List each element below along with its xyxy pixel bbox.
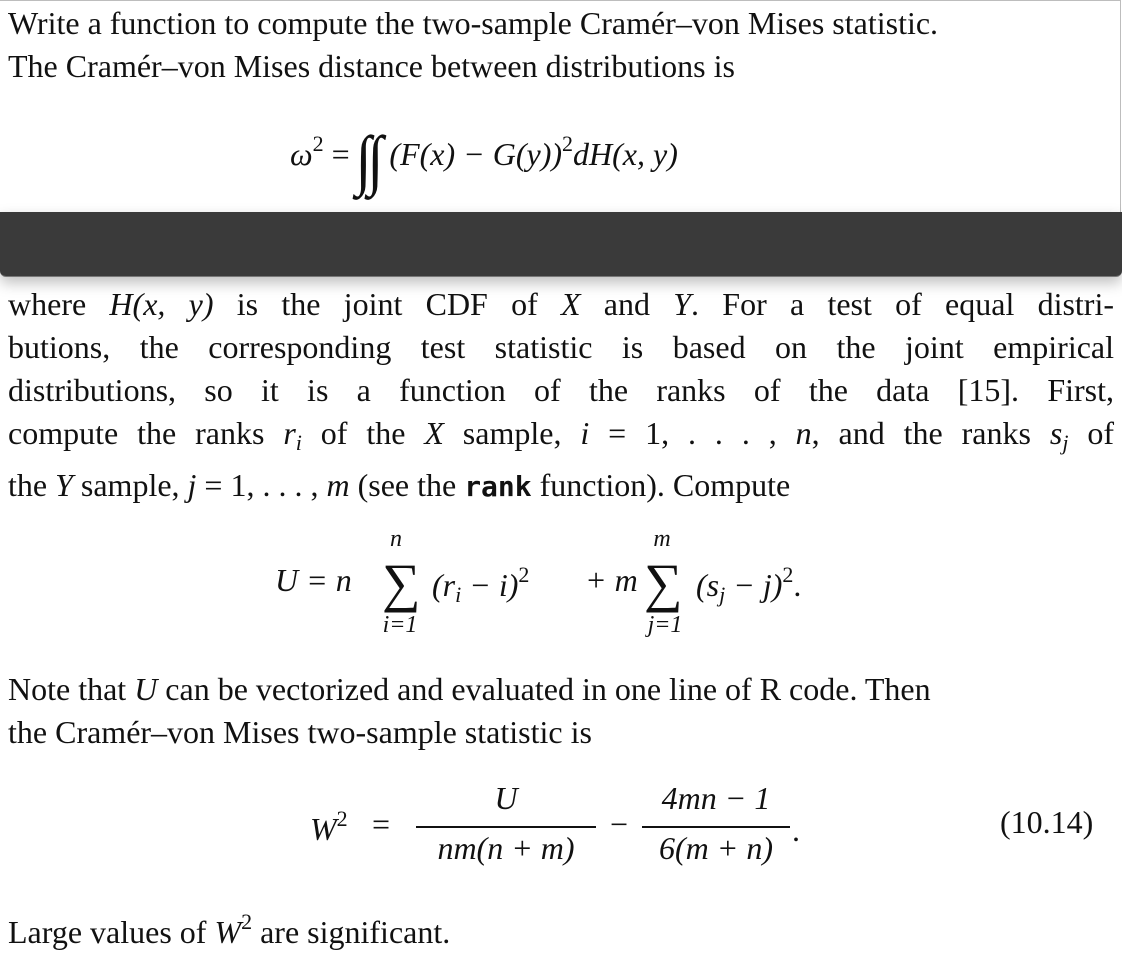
omega-integrand: (F(x) − G(y)) (389, 136, 563, 172)
para1-line-5: the Y sample, j = 1, . . . , m (see the rank function). Compute (8, 467, 791, 503)
w-lhs: $W^2$ (310, 806, 348, 847)
para1-line-4: compute the ranks $r_i$ of the X sample, i = 1, . . . , n, and the ranks $s_j$ of (8, 415, 1115, 455)
frac2-numerator: 4mn − 1 (661, 780, 771, 816)
omega-symbol: ω (290, 136, 313, 172)
sum1-sigma: ∑ (382, 553, 421, 613)
paragraph-ranks (8, 283, 1114, 508)
frac1-denominator: nm(n + m) (437, 830, 575, 866)
para2-line-2: the Cramér–von Mises two-sample statistic is (8, 714, 592, 750)
u-term-1: $(r_i - i)^2$ (432, 562, 530, 607)
paragraph-note (8, 668, 1114, 754)
sum2-lower: j=1 (647, 612, 683, 638)
w-minus: − (610, 806, 629, 842)
omega-exponent: 2 (312, 131, 324, 156)
para1-line-2: butions, the corresponding test statistic is based on the joint empirical (8, 329, 1114, 365)
equation-number: (10.14) (1000, 804, 1094, 840)
integral-sign-2: ∫ (367, 122, 384, 197)
para1-line-3: distributions, so it is a function of the ranks of the data [15]. First, (8, 372, 1114, 408)
para2-line-1: Note that U can be vectorized and evaluated in one line of R code. Then (8, 671, 931, 707)
omega-integrand-exponent: 2 (562, 131, 574, 156)
dark-overlay-bar (0, 212, 1122, 277)
u-plus-m: + m (585, 562, 638, 598)
para1-line-1: where H(x, y) is the joint CDF of X and Y. For a test of equal distri- (8, 286, 1115, 322)
sum2-upper: m (653, 526, 671, 552)
intro-line-1: Write a function to compute the two-sample Cramér–von Mises statistic. (8, 5, 939, 41)
frac2-line (642, 826, 790, 828)
u-lhs: U = n (275, 562, 352, 598)
rank-function-code: rank (464, 470, 532, 503)
omega-equals: = (331, 136, 350, 172)
w-equals: = (372, 806, 391, 842)
w-period: . (792, 812, 800, 848)
intro-text (8, 2, 1114, 88)
u-term-2: $(s_j - j)^2$. (696, 562, 802, 607)
frac2-denominator: 6(m + n) (658, 830, 773, 866)
frac1-numerator: U (494, 780, 518, 816)
sum1-lower: i=1 (382, 612, 418, 638)
omega-equation (290, 122, 678, 197)
sum2-sigma: ∑ (644, 553, 683, 613)
omega-measure: dH(x, y) (573, 136, 678, 172)
integral-sign-1: ∫ (355, 122, 372, 197)
frac1-line (416, 826, 596, 828)
sum1-upper: n (390, 526, 402, 552)
intro-line-2: The Cramér–von Mises distance between distributions is (8, 48, 735, 84)
closing-text: Large values of $W^2$ are significant. (8, 909, 451, 950)
